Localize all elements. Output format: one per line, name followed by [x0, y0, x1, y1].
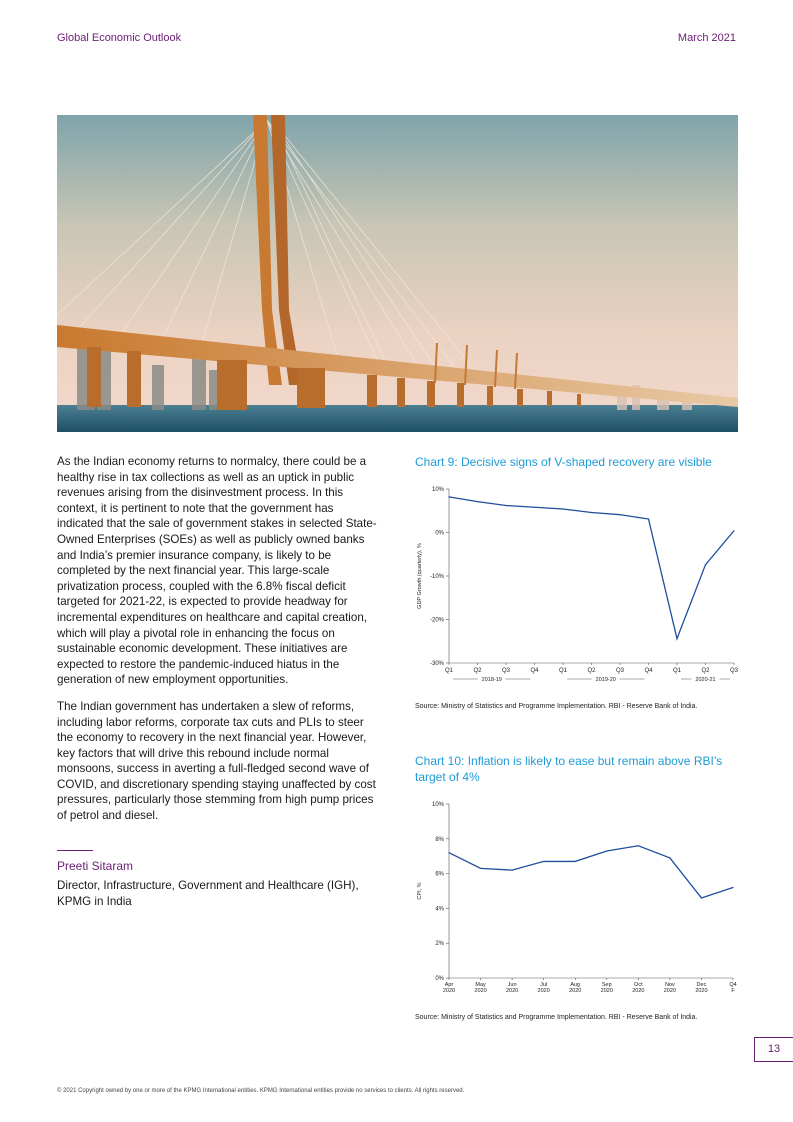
page-number: 13	[754, 1037, 793, 1062]
data-point	[701, 897, 702, 898]
x-tick-label: Nov	[664, 982, 675, 988]
x-tick-label: Q3	[501, 668, 511, 674]
author-name: Preeti Sitaram	[57, 859, 134, 873]
x-tick-label: 2020	[474, 988, 487, 994]
x-tick-label: Dec	[696, 982, 707, 988]
body-paragraph-2: The Indian government has undertaken a slew of reforms, including labor reforms, corporate tax cuts and PLIs to steer the economy to recovery in the next financial year. However, key factors that will drive this rebound include normal monsoons, success in averting a full-fledged second wave of COVID, and discretionary spending staying unaffected by cost pressures, particularly those stemming from high pump prices of petrol and diesel.	[57, 699, 376, 823]
x-tick-label: May	[475, 982, 486, 988]
data-point	[676, 638, 677, 639]
x-tick-label: Jul	[540, 982, 548, 988]
x-tick-label: Sep	[601, 982, 612, 988]
header-publication-title: Global Economic Outlook	[57, 32, 182, 44]
x-tick-label: Q2	[587, 668, 596, 674]
x-tick-label: Q3	[615, 668, 625, 674]
chart9-gdp-growth	[412, 480, 742, 695]
chart10-cpi-inflation	[412, 796, 742, 1007]
x-tick-label: 2020	[537, 988, 550, 994]
x-tick-label: 2020	[663, 988, 677, 994]
x-tick-label: Q3	[729, 668, 739, 674]
y-tick-label: -20%	[429, 617, 444, 624]
group-label: 2020-21	[695, 677, 716, 683]
body-text	[57, 454, 377, 835]
y-tick-label: 2%	[435, 941, 444, 948]
x-tick-label: Q2	[701, 668, 710, 674]
data-point	[477, 501, 478, 502]
x-tick-label: Q4	[644, 668, 653, 674]
y-axis-title: CPI, %	[417, 882, 423, 900]
data-point	[505, 505, 506, 506]
data-point	[448, 496, 449, 497]
data-point	[732, 887, 733, 888]
chart9-source: Source: Ministry of Statistics and Programme Implementation. RBI - Reserve Bank of India.	[415, 703, 698, 710]
x-tick-label: 2020	[600, 988, 613, 994]
series-line	[449, 846, 733, 898]
x-tick-label: Q4	[530, 668, 539, 674]
chart10-title: Chart 10: Inflation is likely to ease but remain above RBI’s target of 4%	[415, 754, 723, 784]
y-tick-label: -30%	[429, 661, 444, 667]
data-point	[648, 518, 649, 519]
data-point	[534, 507, 535, 508]
y-tick-label: 10%	[431, 487, 444, 493]
x-tick-label: Jun	[507, 982, 517, 988]
group-label: 2019-20	[595, 677, 616, 683]
x-tick-label: Apr	[444, 982, 454, 988]
y-axis-title: GDP Growth (quarterly), %	[417, 543, 423, 609]
chart10-source: Source: Ministry of Statistics and Programme Implementation. RBI - Reserve Bank of India.	[415, 1014, 698, 1021]
data-point	[733, 530, 734, 531]
x-tick-label: Oct	[634, 982, 643, 988]
x-tick-label: 2020	[569, 988, 582, 994]
x-tick-label: Q2	[473, 668, 482, 674]
data-point	[562, 508, 563, 509]
x-tick-label: Q1	[672, 668, 682, 674]
y-tick-label: -10%	[429, 574, 444, 580]
data-point	[669, 857, 670, 858]
y-tick-label: 0%	[435, 530, 444, 537]
x-tick-label: Q4	[729, 982, 737, 988]
data-point	[705, 564, 706, 565]
x-tick-label: 2020	[695, 988, 708, 994]
y-tick-label: 8%	[435, 836, 444, 843]
group-label: 2018-19	[481, 677, 502, 683]
x-tick-label: F	[731, 988, 735, 994]
hero-image-sea-link-bridge	[57, 115, 738, 432]
data-point	[480, 868, 481, 869]
x-tick-label: 2020	[632, 988, 645, 994]
x-tick-label: Aug	[570, 982, 581, 988]
y-tick-label: 0%	[435, 976, 444, 982]
data-point	[638, 845, 639, 846]
x-tick-label: Q1	[558, 668, 568, 674]
x-tick-label: Q1	[444, 668, 454, 674]
author-divider	[57, 850, 93, 851]
y-tick-label: 6%	[435, 871, 444, 878]
data-point	[543, 861, 544, 862]
chart9-title: Chart 9: Decisive signs of V-shaped recovery are visible	[415, 455, 712, 469]
x-tick-label: 2020	[505, 988, 519, 994]
data-point	[619, 514, 620, 515]
copyright-footer: © 2021 Copyright owned by one or more of the KPMG International entities. KPMG International entities provide no services to clients. All rights reserved.	[57, 1088, 465, 1094]
author-role: Director, Infrastructure, Government and Healthcare (IGH), KPMG in India	[57, 879, 359, 908]
y-tick-label: 10%	[431, 802, 444, 808]
data-point	[591, 512, 592, 513]
y-tick-label: 4%	[435, 906, 444, 913]
series-line	[449, 497, 734, 639]
data-point	[448, 852, 449, 853]
header-date: March 2021	[677, 32, 736, 44]
x-tick-label: 2020	[442, 988, 456, 994]
body-paragraph-1: As the Indian economy returns to normalcy, there could be a healthy rise in tax collections as well as an uptick in public revenues arising from the disinvestment process. In this context, it is pertinent to note that the government has indicated that the sale of government stakes in selected State-Owned Enterprises (SOEs) as well as publicly owned banks and India’s premier insurance company, is likely to be completed by the next financial year. This large-scale privatization process, coupled with the 6.8% fiscal deficit targeted for 2021-22, is expected to provide headway for incremental expenditures on healthcare and capital creation, which will play a pivotal role in enhancing the focus on sustainable economic development. These initiatives are expected to restore the pandemic-induced hiatus in the generation of new employment opportunities.	[57, 455, 377, 687]
data-point	[575, 861, 576, 862]
data-point	[512, 870, 513, 871]
data-point	[606, 850, 607, 851]
